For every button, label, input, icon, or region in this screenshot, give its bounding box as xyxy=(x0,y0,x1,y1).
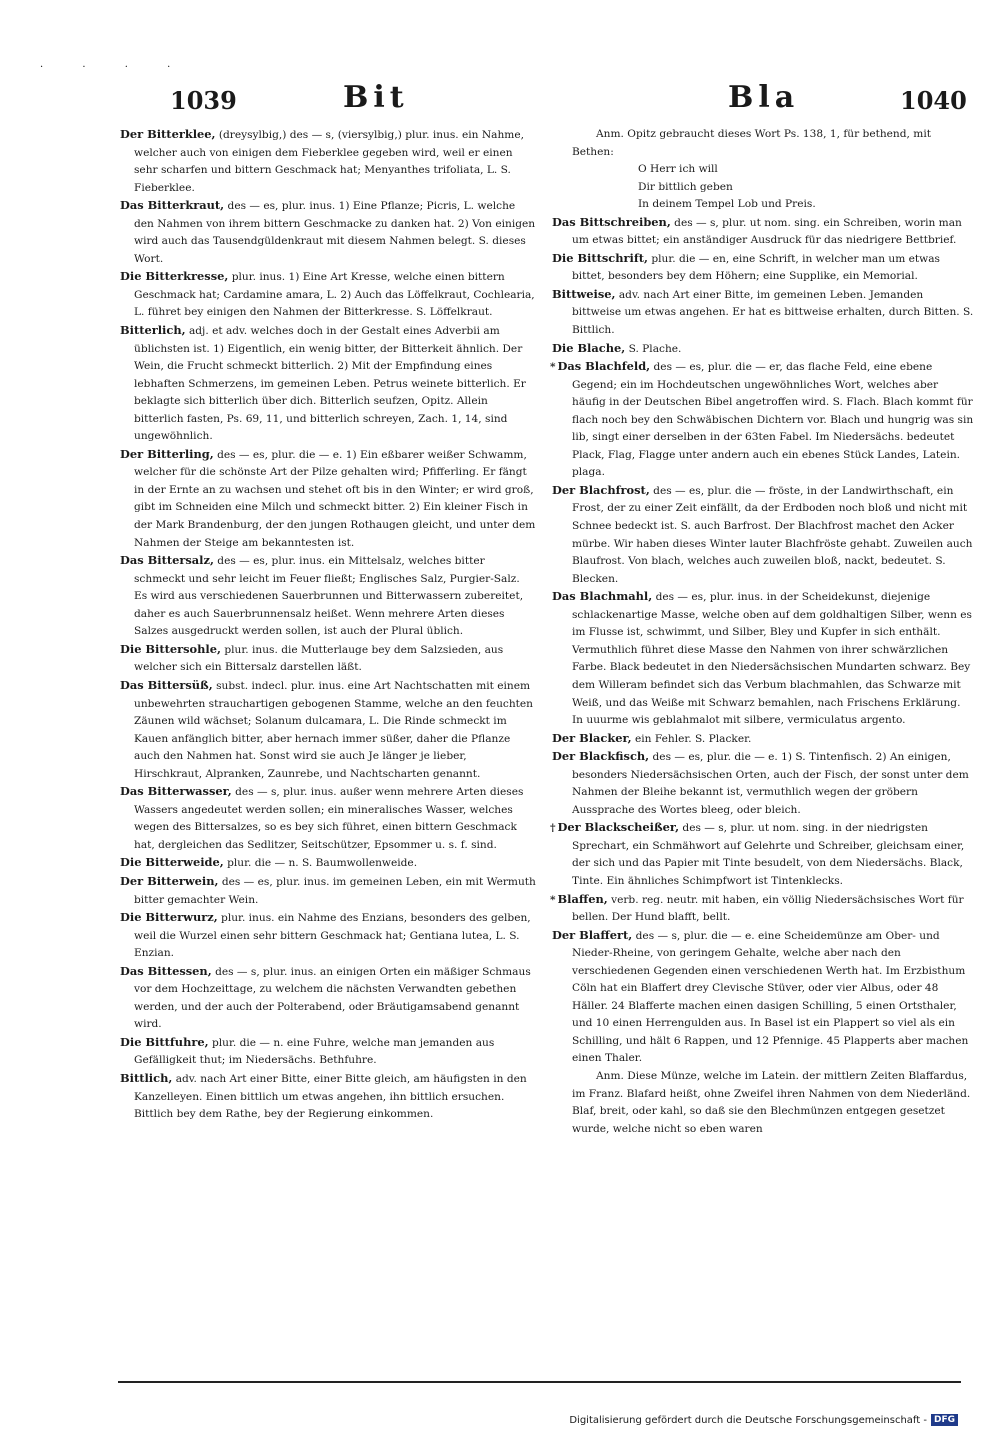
entry-definition: des — es, plur. die — fröste, in der Landwirthschaft, ein Frost, der zu einer Zeit einfällt, da der Erdboden noch bloß und nicht mit Schnee bedeckt ist. S. auch Barfrost. Der Blachfrost machet den Acker mürbe. Wir haben dieses Winter lauter Blachfröste gehabt. Zuweilen auch Blaufrost. Von blach, welches auch zuweilen bloß, nackt, bedeutet. S. Blecken. xyxy=(572,484,973,585)
entry-headword: Der Blackfisch, xyxy=(552,749,650,764)
entry-headword: Der Bitterklee, xyxy=(120,127,216,141)
entry-headword: Die Bittersohle, xyxy=(120,641,221,656)
entry-headword: Die Bitterkresse, xyxy=(120,269,229,284)
entry-headword: Die Blache, xyxy=(552,340,626,355)
dictionary-entry xyxy=(118,641,536,677)
dictionary-entry xyxy=(118,677,536,783)
entry-headword: Die Bitterwurz, xyxy=(120,910,218,925)
dictionary-entry xyxy=(118,446,536,552)
poem-line: O Herr ich will xyxy=(638,163,718,176)
entry-definition: adj. et adv. welches doch in der Gestalt eines Adverbii am üblichsten ist. 1) Eigentlich, ein wenig bitter, der Bitterkeit ähnlich. Der Wein, die Frucht schmeckt bitterlich. 2) Mit der Empfindung eines lebhaften Schmerzens, im gemeinen Leben. Petrus weinete bitterlich. Er beklagte sich bitterlich über dich. Bitterlich seufzen, Opitz. Allein bitterlich fasten, Ps. 69, 11, und bitterlich schreyen, Zach. 1, 14, sind ungewöhnlich. xyxy=(134,325,526,443)
dictionary-entry xyxy=(552,588,974,729)
dictionary-entry xyxy=(550,358,974,482)
dictionary-entry xyxy=(118,1070,536,1124)
entry-definition: des — s, plur. die — e. eine Scheidemünze am Ober- und Nieder-Rheine, von geringem Gehalte, welche aber nach den verschiedenen Gegenden einen verschiedenen Werth hat. Im Erzbisthum Cöln hat ein Blaffert drey Clevische Stüver, oder vier Albus, oder 48 Häller. 24 Blafferte machen einen dasigen Schilling, 5 einen Ortsthaler, und 10 einen Herrengulden aus. In Basel ist ein Plappert so viel als ein Schilling, und hält 6 Rappen, und 12 Pfennige. 45 Plapperts aber machen einen Thaler. xyxy=(572,929,969,1065)
dictionary-entry xyxy=(552,286,974,340)
left-column xyxy=(118,126,536,1124)
dictionary-entry xyxy=(118,783,536,854)
entry-definition: des — es, plur. die — er, das flache Feld, eine ebene Gegend; ein im Hochdeutschen ungewöhnliches Wort, welches aber häufig in der Deutschen Bibel angetroffen wird. S. Flach. Blach kommt für flach noch bey den Schwäbischen Dichtern vor. Blach und hungrig was sin lib, singt einer derselben in der 63ten Fabel. Im Niedersächs. bedeutet Plack, Flag, Flagge unter andern auch ein ebenes Stück Landes, Latein. plaga. xyxy=(572,361,974,479)
poem-line: Dir bittlich geben xyxy=(638,180,733,193)
dictionary-entry xyxy=(552,250,974,286)
dictionary-entry xyxy=(118,322,536,446)
dictionary-entry xyxy=(552,214,974,250)
page-number-left: 1039 xyxy=(170,86,237,115)
entry-headword: Der Bitterling, xyxy=(120,446,214,461)
entry-definition: subst. indecl. plur. inus. eine Art Nachtschatten mit einem unbewehrten strauchartigen gebogenen Stamme, welche an den feuchten Zäunen wild wächset; Solanum dulcamara, L. Die Rinde schmeckt im Kauen anfänglich bitter, aber hernach immer süßer, daher die Pflanze auch den Nahmen hat. Sonst wird sie auch Je länger je lieber, Hirschkraut, Alpranken, Zaunrebe, und Nachtscharten genannt. xyxy=(134,679,534,780)
entry-definition: des — es, plur. inus. ein Mittelsalz, welches bitter schmeckt und sehr leicht im Feuer fließt; Englisches Salz, Purgier-Salz. Es wird aus verschiedenen Sauerbrunnen und Bitterwassern zubereitet, daher es auch Sauerbrunnensalz heißet. Wenn mehrere Arten dieses Salzes ausgedruckt werden sollen, ist auch der Plural üblich. xyxy=(134,555,524,638)
running-head-right: Bla xyxy=(728,80,800,115)
entry-definition: des — es, plur. inus. in der Scheidekunst, diejenige schlackenartige Masse, welche oben auf dem goldhaltigen Silber, wenn es im Flusse ist, schwimmt, und Silber, Bley und Kupfer in sich enthält. Vermuthlich führet diese Masse den Nahmen von ihrer schwärzlichen Farbe. Black bedeutet in den Niedersächsischen Mundarten schwarz. Bey dem Willeram befindet sich das Verbum blachmahlen, das Schwarze mit Weiß, und das Weiße mit Schwarz bemahlen, nach Frischens Erklärung. In uuurme wis geblahmalot mit silbere, vermiculatus argento. xyxy=(572,591,972,727)
digitization-footer xyxy=(569,1414,958,1426)
entry-headword: Die Bitterweide, xyxy=(120,855,224,870)
entry-definition: adv. nach Art einer Bitte, einer Bitte gleich, am häufigsten in den Kanzelleyen. Einen bittlich um etwas angehen, ihn bittlich ersuchen. Bittlich bey dem Rathe, bey der Regierung einkommen. xyxy=(134,1072,527,1121)
dictionary-entry xyxy=(550,819,974,890)
entry-headword: Das Bittessen, xyxy=(120,963,212,978)
entry-definition: (dreysylbig,) des — s, (viersylbig,) plur. inus. ein Nahme, welcher auch von einigen dem Fieberklee gegeben wird, weil er einen sehr scharfen und bittern Geschmack hat; Menyanthes trifoliata, L. S. Fieberklee. xyxy=(134,129,524,194)
entry-definition: plur. inus. die Mutterlauge bey dem Salzsieden, aus welcher sich ein Bittersalz darstellen läßt. xyxy=(134,643,504,674)
dictionary-entry xyxy=(118,873,536,909)
entry-headword: Bittlich, xyxy=(120,1070,173,1085)
dictionary-entry xyxy=(118,1034,536,1070)
entry-mark: * xyxy=(550,361,556,374)
entry-headword: Die Bittfuhre, xyxy=(120,1034,209,1049)
entry-definition: verb. reg. neutr. mit haben, ein völlig Niedersächsisches Wort für bellen. Der Hund blafft, bellt. xyxy=(572,893,964,924)
entry-definition: des — es, plur. inus. im gemeinen Leben, ein mit Wermuth bitter gemachter Wein. xyxy=(134,875,536,906)
dictionary-entry xyxy=(552,927,974,1068)
bottom-rule xyxy=(118,1381,961,1383)
entry-headword: Bitterlich, xyxy=(120,323,186,338)
dictionary-entry xyxy=(118,909,536,963)
dictionary-entry xyxy=(118,197,536,268)
entry-definition: S. Plache. xyxy=(628,342,682,355)
dictionary-entry xyxy=(118,963,536,1034)
entry-headword: Der Blacker, xyxy=(552,730,632,745)
entry-definition: des — s, plur. inus. an einigen Orten ein mäßiger Schmaus vor dem Hochzeittage, zu welchem die nächsten Verwandten gebethen werden, und der auch der Polterabend, oder Bräutigamsabend genannt wird. xyxy=(134,965,531,1031)
entry-definition: des — s, plur. ut nom. sing. ein Schreiben, worin man um etwas bittet; ein anständiger Ausdruck für das niedrigere Bettbrief. xyxy=(572,216,962,247)
entry-headword: Der Blackscheißer, xyxy=(557,820,680,835)
dictionary-entry xyxy=(552,340,974,359)
entry-headword: Der Blachfrost, xyxy=(552,482,650,497)
entry-definition: plur. inus. 1) Eine Art Kresse, welche einen bittern Geschmack hat; Cardamine amara, L. 2) Auch das Löffelkraut, Cochlearia, L. führet bey einigen den Nahmen der Bitterkresse. S. Löffelkraut. xyxy=(134,271,535,319)
right-column xyxy=(550,126,974,1138)
opitz-note: Anm. Opitz gebraucht dieses Wort Ps. 138, 1, für bethend, mit Bethen: xyxy=(572,128,931,158)
entry-definition: adv. nach Art einer Bitte, im gemeinen Leben. Jemanden bittweise um etwas angehen. Er hat es bittweise erhalten, durch Bitten. S. Bittlich. xyxy=(572,288,974,337)
dictionary-entry xyxy=(552,748,974,819)
entry-definition: plur. die — en, eine Schrift, in welcher man um etwas bittet, besonders bey dem Höhern; eine Supplike, ein Memorial. xyxy=(572,252,940,283)
entry-definition: plur. die — n. eine Fuhre, welche man jemanden aus Gefälligkeit thut; im Niedersächs. Bethfuhre. xyxy=(134,1036,495,1067)
dictionary-entry xyxy=(118,854,536,873)
right-entries xyxy=(550,214,974,1068)
entry-definition: des — s, plur. ut nom. sing. in der niedrigsten Sprechart, ein Schmähwort auf Gelehrte und Schreiber, gleichsam einer, der sich und das Papier mit Tinte besudelt, von dem Niedersächs. Black, Tinte. Ein ähnliches Schimpfwort ist Tintenklecks. xyxy=(572,822,965,887)
entry-definition: ein Fehler. S. Placker. xyxy=(635,732,752,745)
entry-headword: Bittweise, xyxy=(552,286,616,301)
footer-text: Digitalisierung gefördert durch die Deutsche Forschungsgemeinschaft - xyxy=(569,1414,927,1426)
entry-headword: Das Bitterwasser, xyxy=(120,784,232,799)
entry-headword: Die Bittschrift, xyxy=(552,250,648,265)
entry-headword: Das Bittersalz, xyxy=(120,553,214,568)
dictionary-entry xyxy=(550,891,974,927)
entry-headword: Das Blachfeld, xyxy=(557,359,651,374)
dictionary-entry xyxy=(552,482,974,588)
entry-definition: plur. inus. ein Nahme des Enzians, besonders des gelben, weil die Wurzel einen sehr bittern Geschmack hat; Gentiana lutea, L. S. Enzian. xyxy=(134,912,531,960)
entry-mark: * xyxy=(550,893,556,906)
dictionary-entry xyxy=(118,268,536,322)
page-number-right: 1040 xyxy=(900,86,967,115)
dfg-logo: DFG xyxy=(931,1414,958,1426)
entry-headword: Der Blaffert, xyxy=(552,927,633,942)
entry-headword: Das Bitterkraut, xyxy=(120,198,225,213)
entry-headword: Der Bitterwein, xyxy=(120,873,219,888)
entry-headword: Das Blachmahl, xyxy=(552,589,653,604)
entry-headword: Das Bittersüß, xyxy=(120,677,213,692)
entry-mark: † xyxy=(550,822,556,835)
dictionary-entry xyxy=(118,126,536,197)
entry-definition: des — s, plur. inus. außer wenn mehrere Arten dieses Wassers angedeutet werden sollen; ein mineralisches Wasser, welches wegen des Bittersalzes, so es bey sich führet, einen bittern Geschmack hat, dergleichen das Sedlitzer, Seitschützer, Epsommer u. s. f. sind. xyxy=(134,786,524,851)
poem-line: In deinem Tempel Lob und Preis. xyxy=(638,198,816,211)
entry-headword: Das Bittschreiben, xyxy=(552,214,671,229)
dictionary-entry xyxy=(118,552,536,641)
entry-definition: des — es, plur. inus. 1) Eine Pflanze; Picris, L. welche den Nahmen von ihrem bittern Geschmacke zu danken hat. 2) Von einigen wird auch das Tausendgüldenkraut mit diesem Nahmen belegt. S. dieses Wort. xyxy=(134,200,536,265)
blaffert-note: Anm. Diese Münze, welche im Latein. der mittlern Zeiten Blaffardus, im Franz. Blafard heißt, ohne Zweifel ihren Nahmen von dem Niederländ. Blaf, breit, oder kahl, so daß sie den Blechmünzen entgegen gesetzet wurde, welche nicht so eben waren xyxy=(572,1069,971,1135)
scan-specks: · · · · xyxy=(40,62,189,73)
dictionary-entry xyxy=(552,730,974,749)
entry-headword: Blaffen, xyxy=(557,891,608,906)
entry-definition: des — es, plur. die — e. 1) Ein eßbarer weißer Schwamm, welcher für die schönste Art der Pilze gehalten wird; Pfifferling. Er fängt in der Ernte an zu wachsen und stehet oft bis in den Winter; er wird groß, gibt im Schneiden eine Milch und schmeckt bitter. 2) Ein kleiner Fisch in der Mark Brandenburg, der den jungen Rothaugen gleicht, und unter dem Nahmen der Steige am bekanntesten ist. xyxy=(134,448,536,549)
entry-definition: plur. die — n. S. Baumwollenweide. xyxy=(227,857,418,870)
running-head-left: Bit xyxy=(343,80,409,115)
entry-definition: des — es, plur. die — e. 1) S. Tintenfisch. 2) An einigen, besonders Niedersächsischen Orten, auch der Fisch, der sonst unter dem Nahmen der Bleihe bekannt ist, vermuthlich wegen der gröbern Aussprache des Wortes bleeg, oder bleich. xyxy=(572,751,969,816)
